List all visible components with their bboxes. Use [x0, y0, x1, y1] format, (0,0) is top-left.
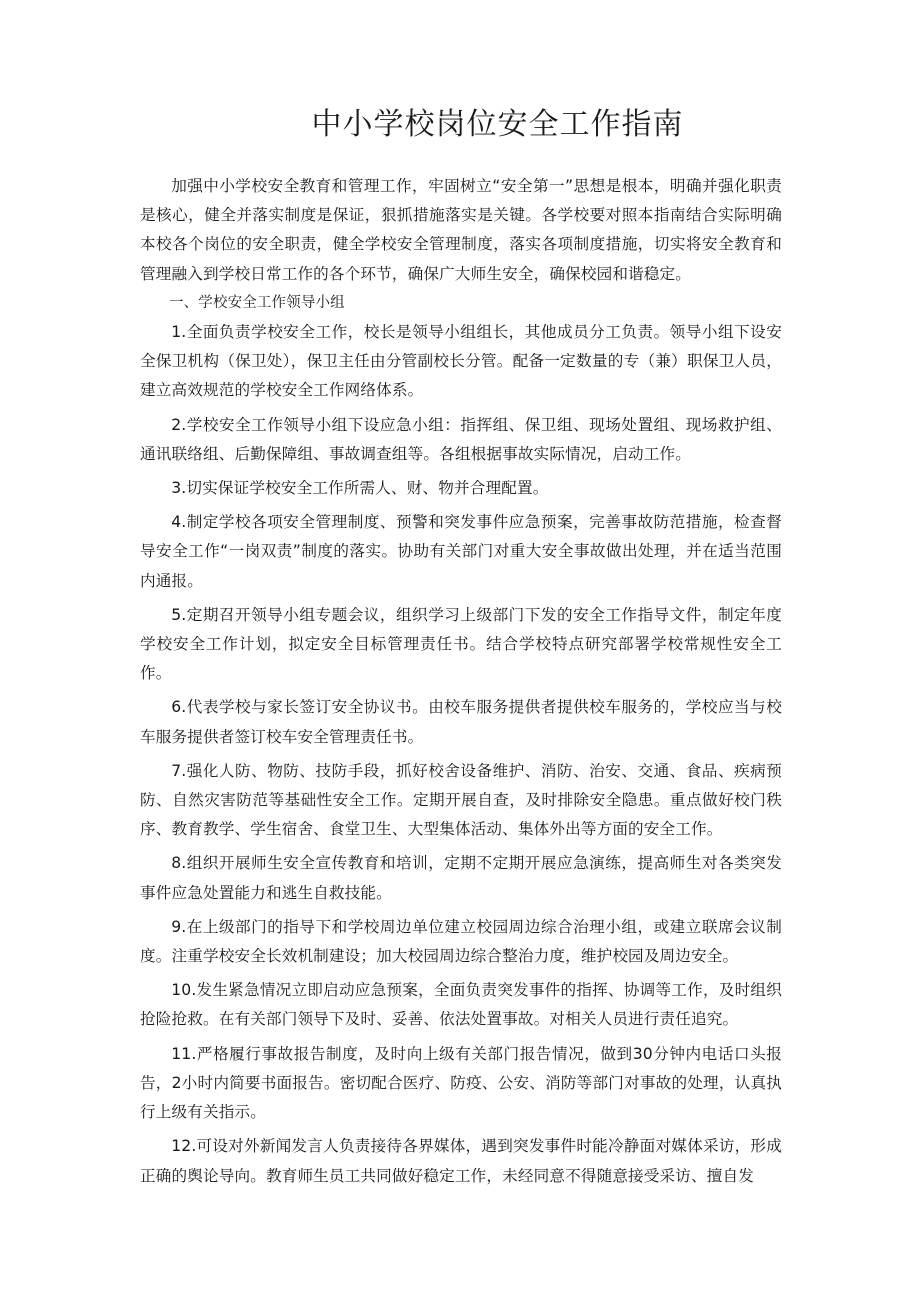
list-item: 6.代表学校与家长签订安全协议书。由校车服务提供者提供校车服务的，学校应当与校车服务提供者签订校车安全管理责任书。: [140, 698, 782, 746]
list-item: 4.制定学校各项安全管理制度、预警和突发事件应急预案，完善事故防范措施，检查督导安全工作“一岗双责”制度的落实。协助有关部门对重大安全事故做出处理，并在适当范围内通报。: [140, 513, 782, 590]
list-item: 11.严格履行事故报告制度，及时向上级有关部门报告情况，做到30分钟内电话口头报告，2小时内简要书面报告。密切配合医疗、防疫、公安、消防等部门对事故的处理，认真执行上级有关指示。: [140, 1044, 782, 1122]
list-item: 3.切实保证学校安全工作所需人、财、物并合理配置。: [171, 479, 549, 498]
list-item: 5.定期召开领导小组专题会议，组织学习上级部门下发的安全工作指导文件，制定年度学校安全工作计划，拟定安全目标管理责任书。结合学校特点研究部署学校常规性安全工作。: [140, 605, 782, 683]
intro-paragraph: 加强中小学校安全教育和管理工作，牢固树立“安全第一”思想是根本，明确并强化职责是核心，健全并落实制度是保证，狠抓措施落实是关键。各学校要对照本指南结合实际明确本校各个岗位的安全职责，健全学校安全管理制度，落实各项制度措施，切实将安全教育和管理融入到学校日常工作的各个环节，确保广大师生安全，确保校园和谐稳定。: [140, 177, 782, 283]
list-item: 7.强化人防、物防、技防手段，抓好校舍设备维护、消防、治安、交通、食品、疾病预防、自然灾害防范等基础性安全工作。定期开展自查，及时排除安全隐患。重点做好校门秩序、教育教学、学生宿舍、食堂卫生、大型集体活动、集体外出等方面的安全工作。: [140, 761, 782, 839]
list-item: 10.发生紧急情况立即启动应急预案，全面负责突发事件的指挥、协调等工作，及时组织抢险抢救。在有关部门领导下及时、妥善、依法处置事故。对相关人员进行责任追究。: [140, 981, 782, 1029]
list-item: 8.组织开展师生安全宣传教育和培训，定期不定期开展应急演练，提高师生对各类突发事件应急处置能力和逃生自救技能。: [140, 854, 782, 902]
list-item: 9.在上级部门的指导下和学校周边单位建立校园周边综合治理小组，或建立联席会议制度。注重学校安全长效机制建设；加大校园周边综合整治力度，维护校园及周边安全。: [140, 917, 782, 966]
list-item: 2.学校安全工作领导小组下设应急小组：指挥组、保卫组、现场处置组、现场救护组、通讯联络组、后勤保障组、事故调查组等。各组根据事故实际情况，启动工作。: [140, 415, 782, 463]
section-heading: 一、学校安全工作领导小组: [169, 294, 345, 311]
list-item: 1.全面负责学校安全工作，校长是领导小组组长，其他成员分工负责。领导小组下设安全保卫机构（保卫处），保卫主任由分管副校长分管。配备一定数量的专（兼）职保卫人员，建立高效规范的学校安全工作网络体系。: [140, 323, 782, 400]
document-body: [140, 172, 782, 1191]
document-title: 中小学校岗位安全工作指南: [311, 107, 684, 142]
list-item: 12.可设对外新闻发言人负责接待各界媒体，遇到突发事件时能冷静面对媒体采访，形成正确的舆论导向。教育师生员工共同做好稳定工作，未经同意不得随意接受采访、擅自发: [140, 1137, 782, 1185]
